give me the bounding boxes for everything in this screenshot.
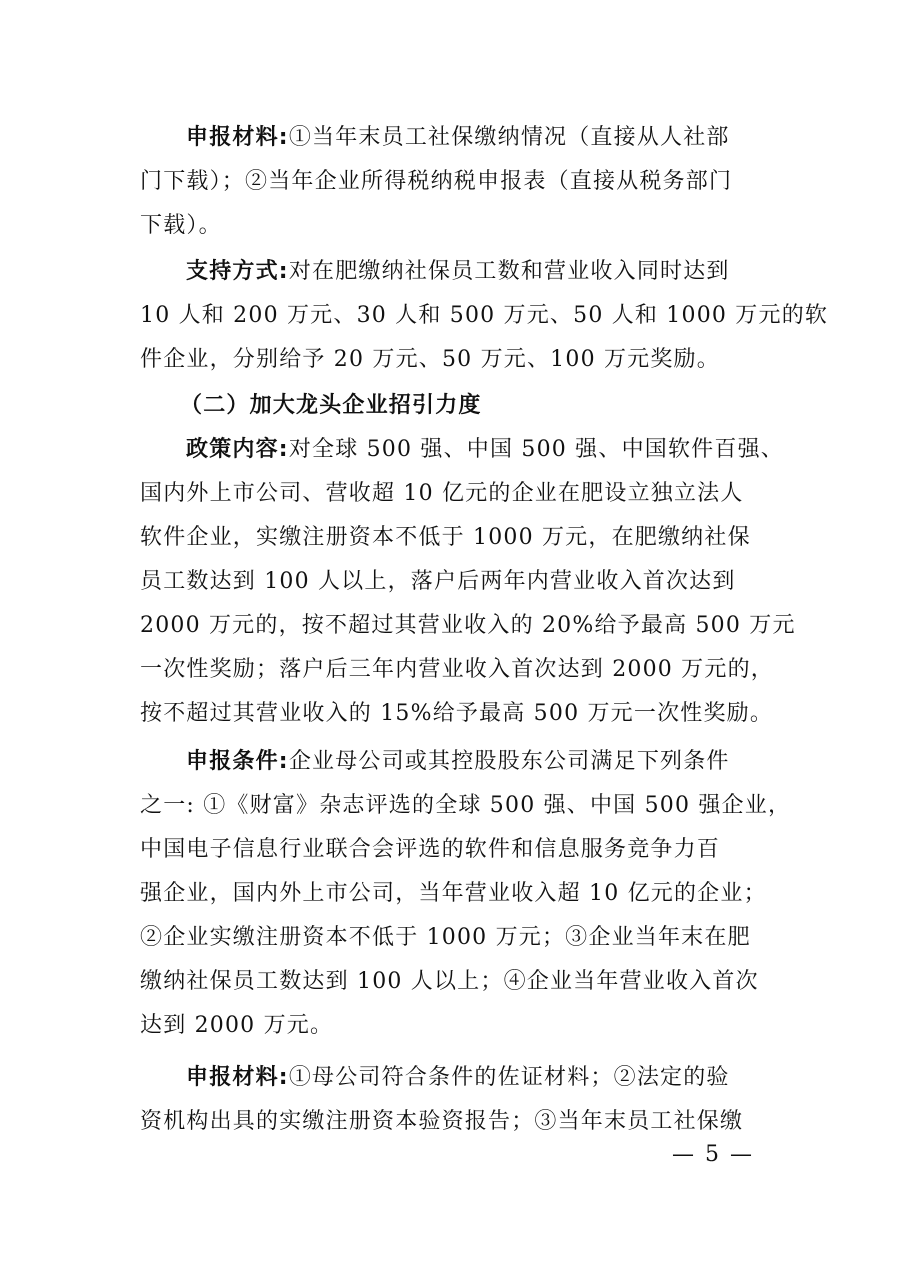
- paragraph-text: ①当年末员工社保缴纳情况（直接从人社部: [288, 125, 730, 150]
- paragraph-first-line: [140, 1056, 780, 1100]
- paragraph-lead-label: 申报材料:: [186, 125, 289, 150]
- section-heading: [140, 384, 780, 428]
- paragraph-line: 资机构出具的实缴注册资本验资报告；③当年末员工社保缴: [140, 1109, 744, 1134]
- page-number: — 5 —: [672, 1142, 754, 1167]
- paragraph-line: 门下载）；②当年企业所得税纳税申报表（直接从税务部门: [140, 169, 733, 194]
- paragraph-first-line: [140, 740, 780, 784]
- paragraph-text: 对在肥缴纳社保员工数和营业收入同时达到: [288, 259, 730, 284]
- paragraph-first-line: [140, 428, 784, 472]
- section-heading-text: （二）加大龙头企业招引力度: [180, 393, 482, 418]
- paragraph-line: 下载）。: [140, 213, 222, 238]
- paragraph-lead-label: 政策内容:: [186, 437, 289, 462]
- paragraph-text: 企业母公司或其控股股东公司满足下列条件: [288, 749, 730, 774]
- paragraph-line: 中国电子信息行业联合会评选的软件和信息服务竞争力百: [140, 837, 721, 862]
- paragraph-line: 员工数达到 100 人以上，落户后两年内营业收入首次达到: [140, 569, 736, 594]
- paragraph-application-materials-1: [140, 116, 780, 248]
- paragraph-first-line: [140, 250, 780, 294]
- paragraph-line: 软件企业，实缴注册资本不低于 1000 万元，在肥缴纳社保: [140, 525, 751, 550]
- paragraph-line: 之一: ①《财富》杂志评选的全球 500 强、中国 500 强企业，: [140, 793, 792, 818]
- paragraph-application-conditions: [140, 740, 792, 1048]
- paragraph-policy-content: [140, 428, 796, 736]
- paragraph-text: ①母公司符合条件的佐证材料；②法定的验: [288, 1065, 730, 1090]
- paragraph-lead-label: 申报条件:: [186, 749, 289, 774]
- paragraph-line: 2000 万元的，按不超过其营业收入的 20%给予最高 500 万元: [140, 613, 796, 638]
- paragraph-first-line: [140, 116, 780, 160]
- paragraph-text: 对全球 500 强、中国 500 强、中国软件百强、: [288, 437, 784, 462]
- paragraph-lead-label: 支持方式:: [186, 259, 289, 284]
- paragraph-line: 达到 2000 万元。: [140, 1013, 334, 1038]
- paragraph-line: 按不超过其营业收入的 15%给予最高 500 万元一次性奖励。: [140, 701, 774, 726]
- paragraph-line: 缴纳社保员工数达到 100 人以上；④企业当年营业收入首次: [140, 969, 759, 994]
- paragraph-line: 国内外上市公司、营收超 10 亿元的企业在肥设立独立法人: [140, 481, 744, 506]
- paragraph-line: 10 人和 200 万元、30 人和 500 万元、50 人和 1000 万元的软: [140, 303, 829, 328]
- paragraph-line: 件企业，分别给予 20 万元、50 万元、100 万元奖励。: [140, 347, 720, 372]
- paragraph-support-method: [140, 250, 829, 382]
- paragraph-line: ②企业实缴注册资本不低于 1000 万元；③企业当年末在肥: [140, 925, 751, 950]
- paragraph-line: 强企业，国内外上市公司，当年营业收入超 10 亿元的企业；: [140, 881, 767, 906]
- paragraph-application-materials-2: [140, 1056, 780, 1144]
- paragraph-line: 一次性奖励；落户后三年内营业收入首次达到 2000 万元的，: [140, 657, 774, 682]
- paragraph-lead-label: 申报材料:: [186, 1065, 289, 1090]
